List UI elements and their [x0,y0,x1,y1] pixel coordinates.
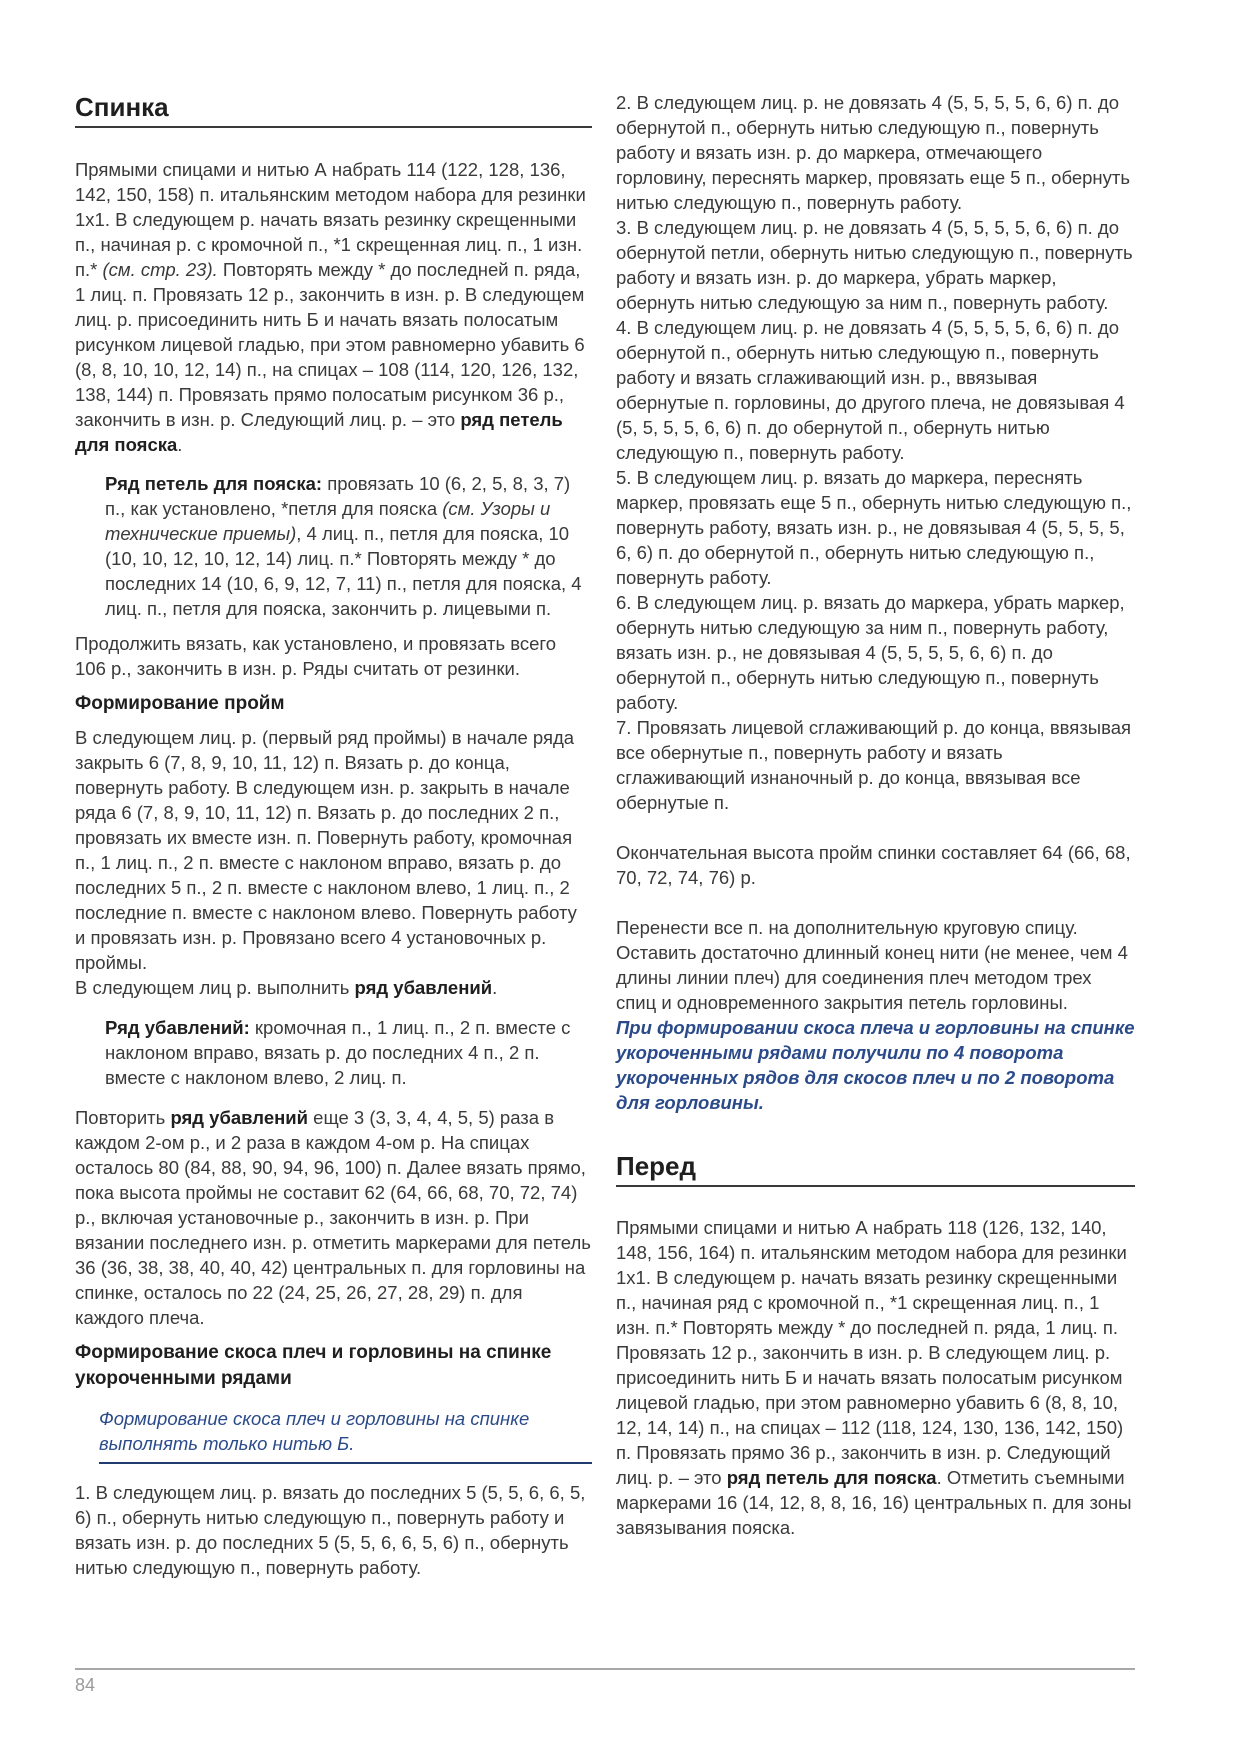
front-text-bold: ряд петель для пояска [726,1467,937,1488]
front-text-a: Прямыми спицами и нитью А набрать 118 (126, 132, 140, 148, 156, 164) п. итальянским методом набора для резинки 1х1. В следующем р. начать вязать резинку скрещенными п., начиная ряд с кромочной п., *1 скрещенная лиц. п., 1 изн. п.* Повторять между * до последней п. ряда, 1 лиц. п. Провязать 12 р., закончить в изн. р. В следующем лиц. р. присоединить нить Б и начать вязать полосатым рисунком лицевой гладью, при этом равномерно убавить 6 (8, 8, 10, 12, 14, 14) п., на спицах – 112 (118, 124, 130, 136, 142, 150) п. Провязать прямо 36 р., закончить в изн. р. Следующий лиц. р. – это [616,1217,1127,1488]
step-4: 4. В следующем лиц. р. не довязать 4 (5, 5, 5, 5, 6, 6) п. до обернутой п., обернуть нитью следующую п., повернуть работу и вязать сглаживающий изн. р., ввязывая обернутые п. горловины, до другого плеча, не довязывая 4 (5, 5, 5, 5, 6, 6) п. до обернутой п., обернуть нитью следующую п., повернуть работу. [616,317,1125,463]
transfer-paragraph: Перенести все п. на дополнительную круговую спицу. Оставить достаточно длинный конец нити (не менее, чем 4 длины линии плеч) для соединения плеч методом трех спиц и одновременного закрытия петель горловины. [616,917,1128,1013]
right-column [616,90,1135,1540]
dec-row-text: кромочная п., 1 лиц. п., 2 п. вместе с наклоном вправо, вязать р. до последних 4 п., 2 п. вместе с наклоном влево, 2 лиц. п. [105,1017,571,1088]
back-intro-ref: (см. стр. 23). [102,259,218,280]
step-6: 6. В следующем лиц. р. вязать до маркера, убрать маркер, обернуть нитью следующую за ним п., повернуть работу, вязать изн. р., не довязывая 4 (5, 5, 5, 5, 6, 6) п. до обернутой п., обернуть нитью следующую п., повернуть работу. [616,592,1125,713]
belt-row-paragraph [75,471,592,621]
shoulder-title: Формирование скоса плеч и горловины на спинке укороченными рядами [75,1342,552,1389]
front-paragraph [616,1215,1135,1540]
section-title-back: Спинка [75,90,592,128]
back-intro-text-b: Повторять между * до последней п. ряда, 1 лиц. п. Провязать 12 р., закончить в изн. р. В следующем лиц. р. присоединить нить Б и начать вязать полосатым рисунком лицевой гладью, при этом равномерно убавить 6 (8, 8, 10, 10, 12, 14) п., на спицах – 108 (114, 120, 126, 132, 138, 144) п. Провязать прямо полосатым рисунком 36 р., закончить в изн. р. Следующий лиц. р. – это [75,259,585,430]
page-number: 84 [75,1675,96,1695]
transfer-note: При формировании скоса плеча и горловины на спинке укороченными рядами получили по 4 поворота укороченных рядов для скосов плеч и по 2 поворота для горловины. [616,1017,1135,1113]
section-title-front: Перед [616,1149,1135,1187]
armhole-title: Формирование пройм [75,693,285,714]
back-intro-paragraph [75,157,592,457]
repeat-text-a: Повторить [75,1107,171,1128]
repeat-text-b: еще 3 (3, 3, 4, 4, 5, 5) раза в каждом 2-ом р., и 2 раза в каждом 4-ом р. На спицах осталось 80 (84, 88, 90, 94, 96, 100) п. Далее вязать прямо, пока высота проймы не составит 62 (64, 66, 68, 70, 72, 74) р., включая установочные р., закончить в изн. р. При вязании последнего изн. р. отметить маркерами для петель 36 (36, 38, 38, 40, 40, 42) центральных п. для горловины на спинке, осталось по 22 (24, 25, 26, 27, 28, 29) п. для каждого плеча. [75,1107,591,1328]
dec-row-label: Ряд убавлений: [105,1017,250,1038]
belt-row-text-a: провязать 10 (6, 2, 5, 8, 3, 7) п., как установлено, *петля для пояска [105,473,571,519]
back-intro-text-a: Прямыми спицами и нитью А набрать 114 (122, 128, 136, 142, 150, 158) п. итальянским методом набора для резинки 1х1. В следующем р. начать вязать резинку скрещенными п., начиная р. с кромочной п., *1 скрещенная лиц. п., 1 изн. п.* [75,159,586,280]
belt-row-label: Ряд петель для пояска: [105,473,323,494]
armhole-next-bold: ряд убавлений [354,977,493,998]
armhole-next-end: . [492,977,498,998]
armhole-next-text: В следующем лиц р. выполнить [75,977,355,998]
armhole-next-paragraph [75,975,592,1000]
step-7: 7. Провязать лицевой сглаживающий р. до конца, ввязывая все обернутые п., повернуть работу и вязать сглаживающий изнаночный р. до конца, ввязывая все обернутые п. [616,717,1132,813]
continue-paragraph: Продолжить вязать, как установлено, и провязать всего 106 р., закончить в изн. р. Ряды считать от резинки. [75,633,557,679]
step-5: 5. В следующем лиц. р. вязать до маркера, переснять маркер, провязать еще 5 п., обернуть нитью следующую п., повернуть работу, вязать изн. р., не довязывая 4 (5, 5, 5, 5, 6, 6) п. до обернутой п., обернуть нитью следующую п., повернуть работу. [616,467,1132,588]
belt-row-ref: (см. Узоры и технические приемы) [105,498,551,544]
footer-divider [75,1668,1135,1670]
repeat-paragraph [75,1105,592,1330]
left-column [75,90,592,1580]
armhole-paragraph: В следующем лиц. р. (первый ряд проймы) в начале ряда закрыть 6 (7, 8, 9, 10, 11, 12) п. Вязать р. до конца, повернуть работу. В следующем изн. р. закрыть в начале ряда 6 (7, 8, 9, 10, 11, 12) п. Вязать р. до последних 2 п., провязать их вместе изн. п. Повернуть работу, кромочная п., 1 лиц. п., 2 п. вместе с наклоном вправо, вязать р. до последних 5 п., 2 п. вместе с наклоном влево, 1 лиц. п., 2 последние п. вместе с наклоном влево. Повернуть работу и провязать изн. р. Провязано всего 4 установочных р. проймы. [75,727,577,973]
back-intro-end: . [177,434,183,455]
belt-row-text-b: , 4 лиц. п., петля для пояска, 10 (10, 10, 12, 10, 12, 14) лиц. п.* Повторять между * до последних 14 (10, 6, 9, 12, 7, 11) п., петля для пояска, 4 лиц. п., петля для пояска, закончить р. лицевыми п. [105,523,582,619]
final-height-paragraph: Окончательная высота пройм спинки составляет 64 (66, 68, 70, 72, 74, 76) р. [616,842,1131,888]
dec-row-paragraph [75,1015,592,1090]
shoulder-note: Формирование скоса плеч и горловины на спинке выполнять только нитью Б. [99,1406,592,1464]
front-text-b: . Отметить съемными маркерами 16 (14, 12, 8, 8, 16, 16) центральных п. для зоны завязывания пояска. [616,1467,1132,1538]
step-3: 3. В следующем лиц. р. не довязать 4 (5, 5, 5, 5, 6, 6) п. до обернутой петли, обернуть нитью следующую п., повернуть работу и вязать изн. р. до маркера, убрать маркер, обернуть нитью следующую за ним п., повернуть работу. [616,217,1133,313]
step-1: 1. В следующем лиц. р. вязать до последних 5 (5, 5, 6, 6, 5, 6) п., обернуть нитью следующую п., повернуть работу и вязать изн. р. до последних 5 (5, 5, 6, 6, 5, 6) п., обернуть нитью следующую п., повернуть работу. [75,1482,586,1578]
step-2: 2. В следующем лиц. р. не довязать 4 (5, 5, 5, 5, 6, 6) п. до обернутой п., обернуть нитью следующую п., повернуть работу и вязать изн. р. до маркера, отмечающего горловину, переснять маркер, провязать еще 5 п., обернуть нитью следующую п., повернуть работу. [616,92,1130,213]
back-intro-bold: ряд петель для пояска [75,409,563,455]
repeat-bold: ряд убавлений [170,1107,309,1128]
